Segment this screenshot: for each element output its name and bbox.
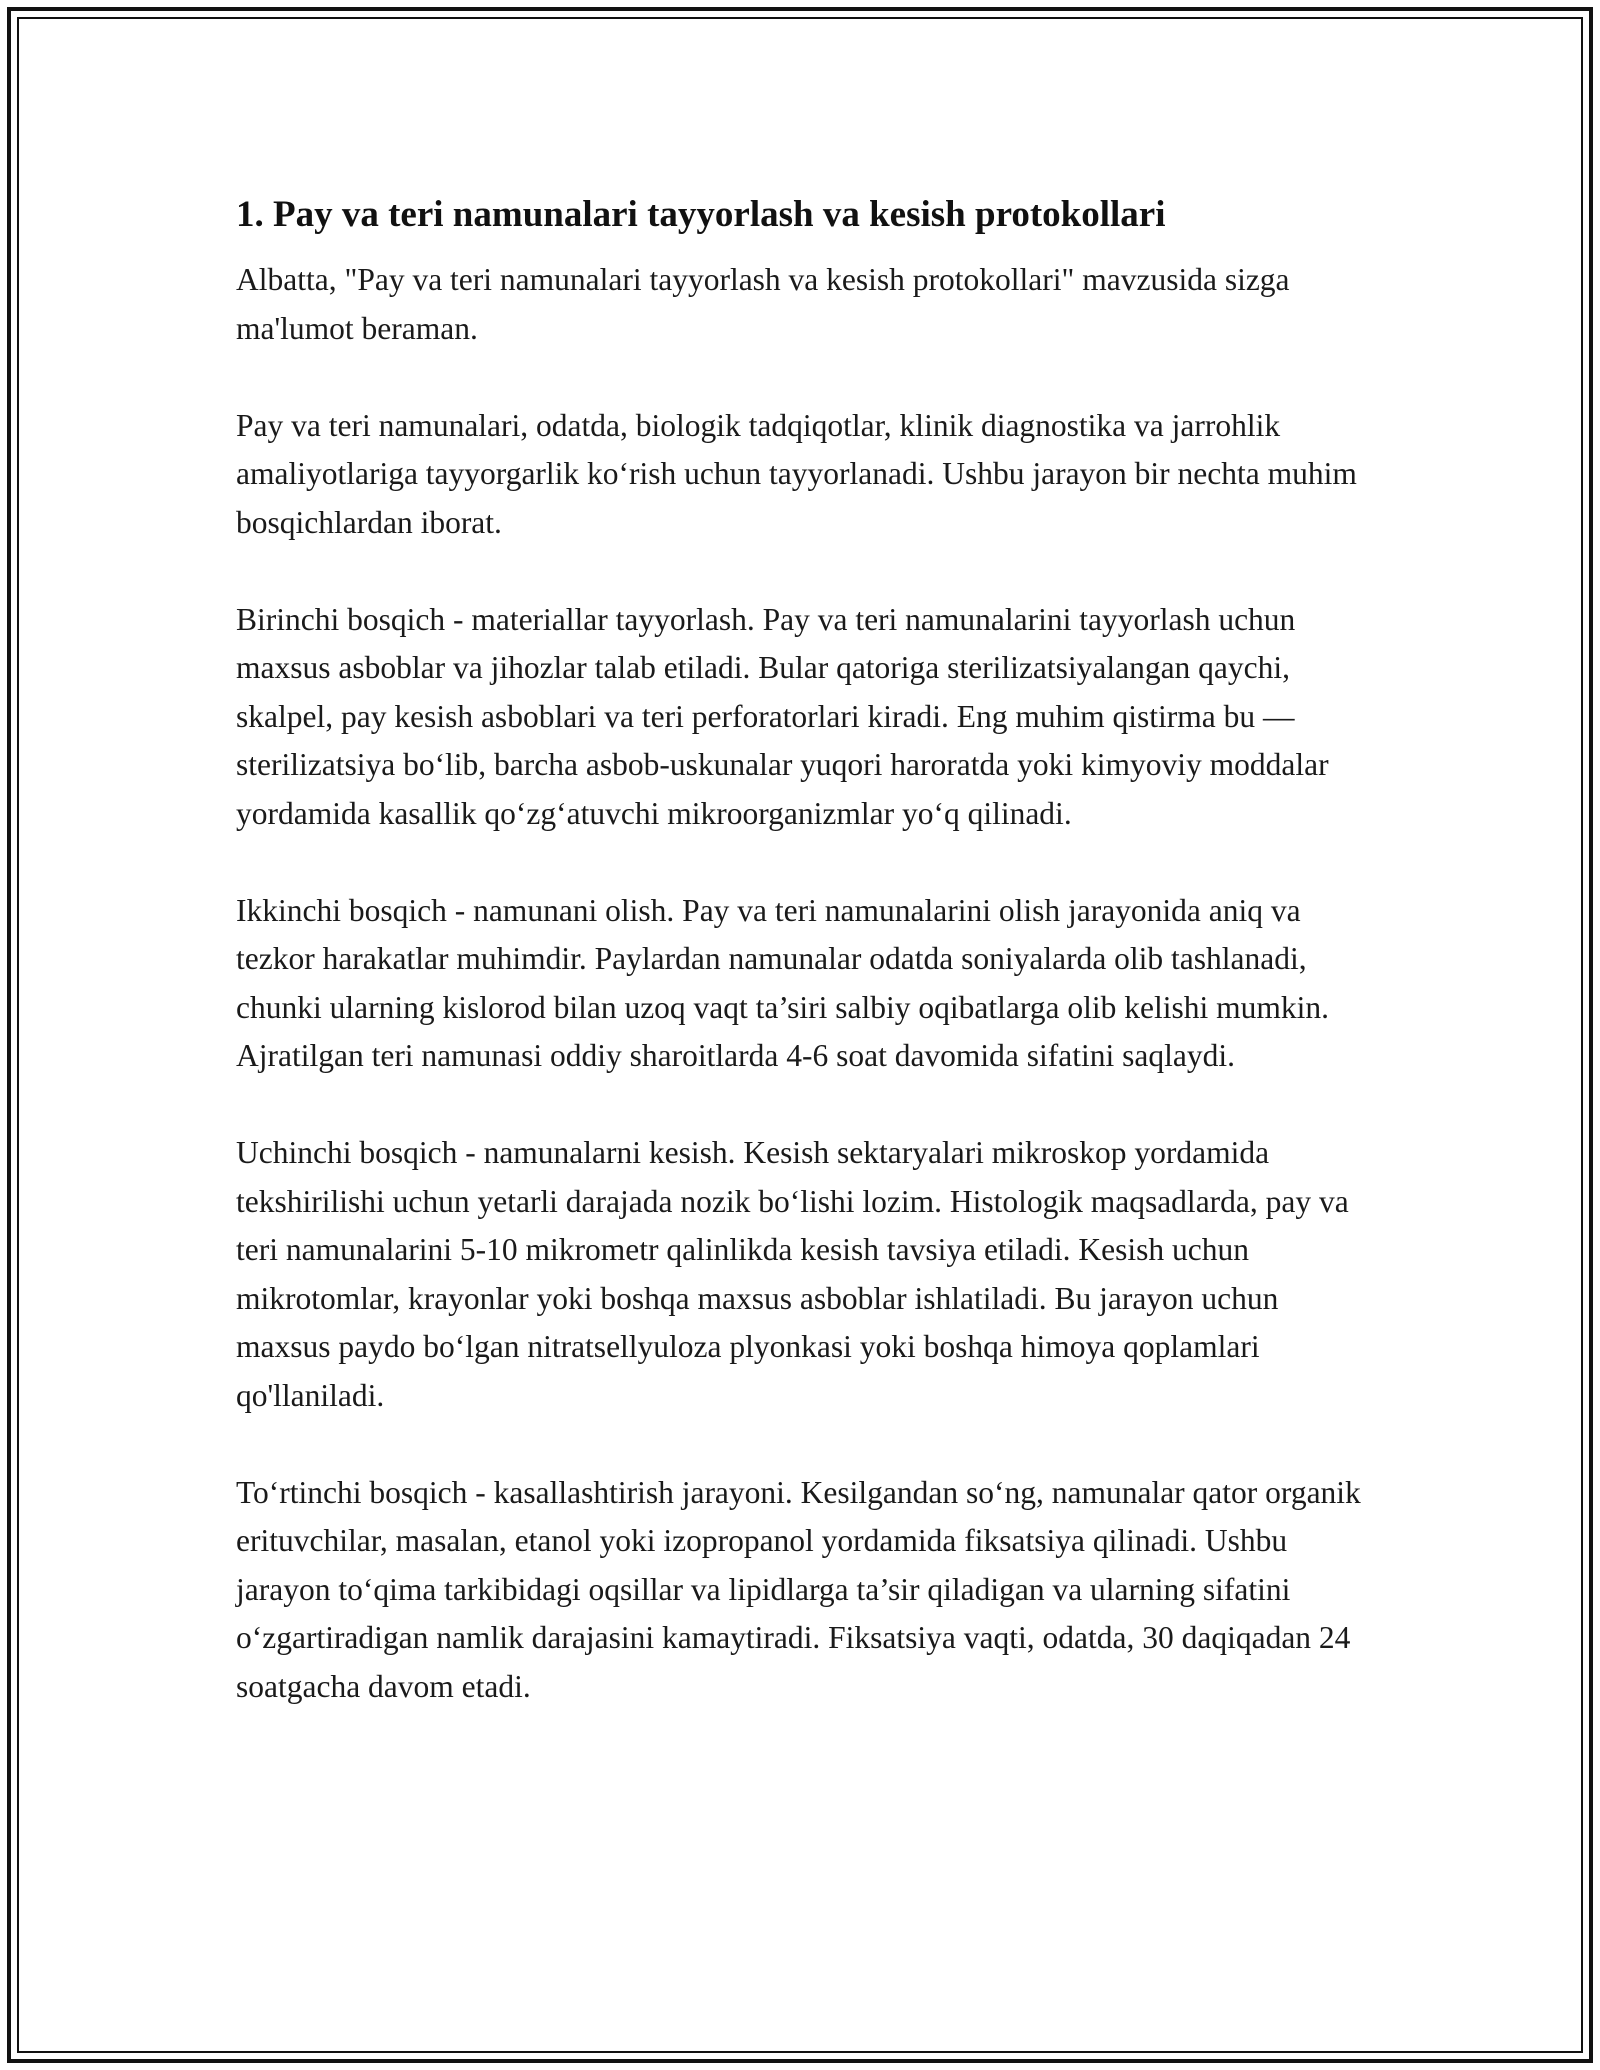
paragraph-step-2: Ikkinchi bosqich - namunani olish. Pay va teri namunalarini olish jarayonida aniq va tezkor harakatlar muhimdir. Paylardan namunalar odatda soniyalarda olib tashlanadi, chunki ularning kislorod bilan uzoq vaqt ta’siri salbiy oqibatlarga olib kelishi mumkin. Ajratilgan teri namunasi oddiy sharoitlarda 4-6 soat davomida sifatini saqlaydi.: [236, 892, 1330, 1073]
paragraph-intro: Albatta, "Pay va teri namunalari tayyorlash va kesish protokollari" mavzusida sizga ma'lumot beraman.: [236, 262, 1290, 346]
document-body: [236, 190, 1376, 1760]
paragraph-step-4: To‘rtinchi bosqich - kasallashtirish jarayoni. Kesilgandan so‘ng, namunalar qator organik erituvchilar, masalan, etanol yoki izopropanol yordamida fiksatsiya qilinadi. Ushbu jarayon to‘qima tarkibidagi oqsillar va lipidlarga ta’sir qiladigan va ularning sifatini o‘zgartiradigan namlik darajasini kamaytiradi. Fiksatsiya vaqti, odatda, 30 daqiqadan 24 soatgacha davom etadi.: [236, 1474, 1361, 1704]
paragraph-overview: Pay va teri namunalari, odatda, biologik tadqiqotlar, klinik diagnostika va jarrohlik amaliyotlariga tayyorgarlik ko‘rish uchun tayyorlanadi. Ushbu jarayon bir nechta muhim bosqichlardan iborat.: [236, 407, 1357, 540]
paragraph-step-3: Uchinchi bosqich - namunalarni kesish. Kesish sektaryalari mikroskop yordamida tekshirilishi uchun yetarli darajada nozik bo‘lishi lozim. Histologik maqsadlarda, pay va teri namunalarini 5-10 mikrometr qalinlikda kesish tavsiya etiladi. Kesish uchun mikrotomlar, krayonlar yoki boshqa maxsus asboblar ishlatiladi. Bu jarayon uchun maxsus paydo bo‘lgan nitratsellyuloza plyonkasi yoki boshqa himoya qoplamlari qo'llaniladi.: [236, 1135, 1349, 1413]
paragraph-step-1: Birinchi bosqich - materiallar tayyorlash. Pay va teri namunalarini tayyorlash uchun maxsus asboblar va jihozlar talab etiladi. Bular qatoriga sterilizatsiyalangan qaychi, skalpel, pay kesish asboblari va teri perforatorlari kiradi. Eng muhim qistirma bu — sterilizatsiya bo‘lib, barcha asbob-uskunalar yuqori haroratda yoki kimyoviy moddalar yordamida kasallik qo‘zg‘atuvchi mikroorganizmlar yo‘q qilinadi.: [236, 601, 1329, 831]
document-heading: 1. Pay va teri namunalari tayyorlash va kesish protokollari: [236, 194, 1166, 235]
